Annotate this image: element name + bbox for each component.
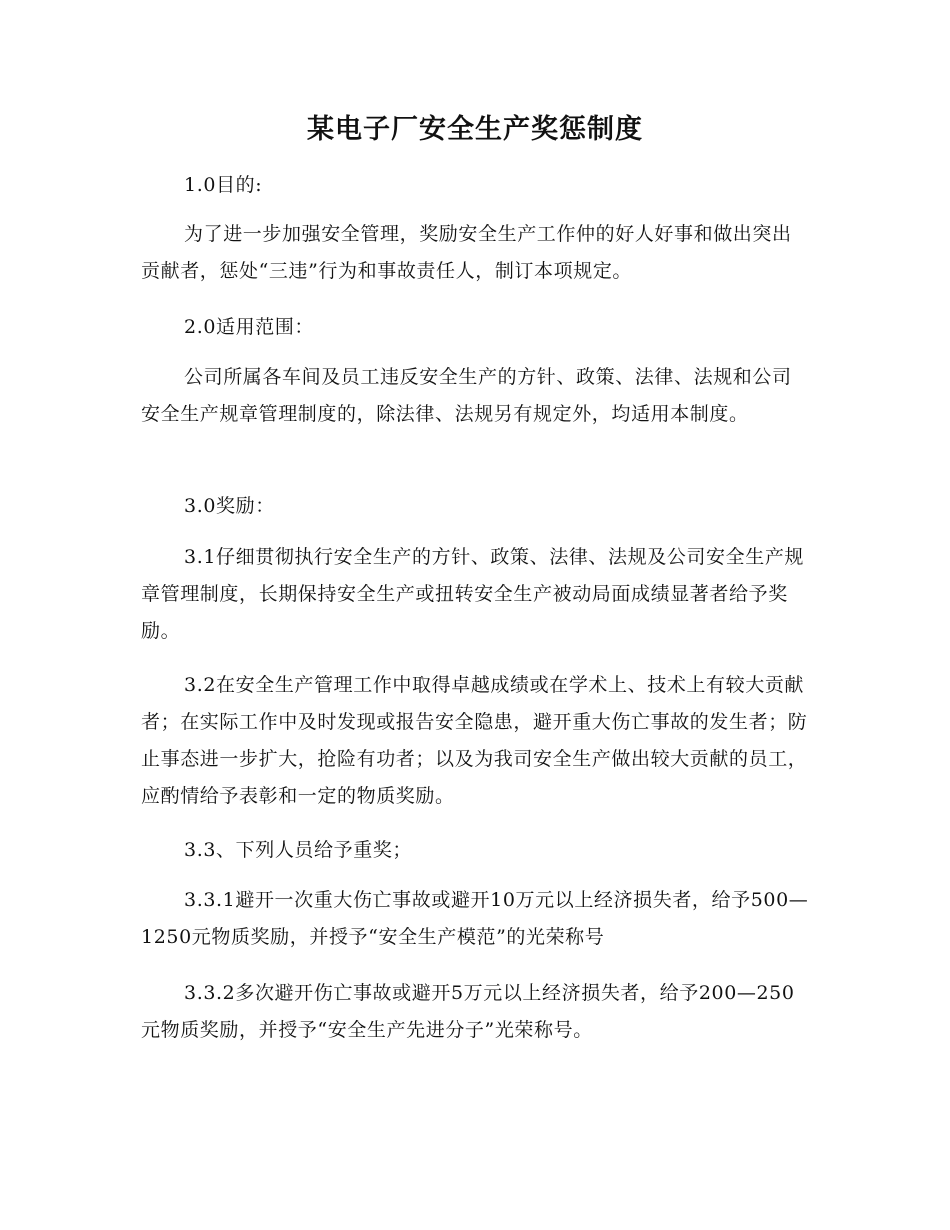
section-2-heading: 2.0适用范围： <box>184 316 315 338</box>
section-2-body: 公司所属各车间及员工违反安全生产的方针、政策、法律、法规和公司安全生产规章管理制度的，除法律、法规另有规定外，均适用本制度。 <box>141 366 792 425</box>
clause-3-1: 3.1仔细贯彻执行安全生产的方针、政策、法律、法规及公司安全生产规章管理制度，长期保持安全生产或扭转安全生产被动局面成绩显著者给予奖励。 <box>141 546 805 642</box>
section-3-heading: 3.0奖励： <box>184 495 275 517</box>
clause-3-3-2: 3.3.2多次避开伤亡事故或避开5万元以上经济损失者，给予200—250元物质奖励，并授予“安全生产先进分子”光荣称号。 <box>141 982 795 1041</box>
clause-3-3: 3.3、下列人员给予重奖； <box>184 839 413 861</box>
clause-3-2: 3.2在安全生产管理工作中取得卓越成绩或在学术上、技术上有较大贡献者；在实际工作中及时发现或报告安全隐患，避开重大伤亡事故的发生者；防止事态进一步扩大，抢险有功者；以及为我司安全生产做出较大贡献的员工，应酌情给予表彰和一定的物质奖励。 <box>141 674 808 807</box>
clause-3-3-1: 3.3.1避开一次重大伤亡事故或避开10万元以上经济损失者，给予500—1250元物质奖励，并授予“安全生产模范”的光荣称号 <box>141 889 809 948</box>
document-title: 某电子厂安全生产奖惩制度 <box>307 114 643 145</box>
section-1-heading: 1.0目的: <box>184 174 263 196</box>
section-1-body: 为了进一步加强安全管理，奖励安全生产工作仲的好人好事和做出突出贡献者，惩处“三违”行为和事故责任人，制订本项规定。 <box>141 223 792 282</box>
